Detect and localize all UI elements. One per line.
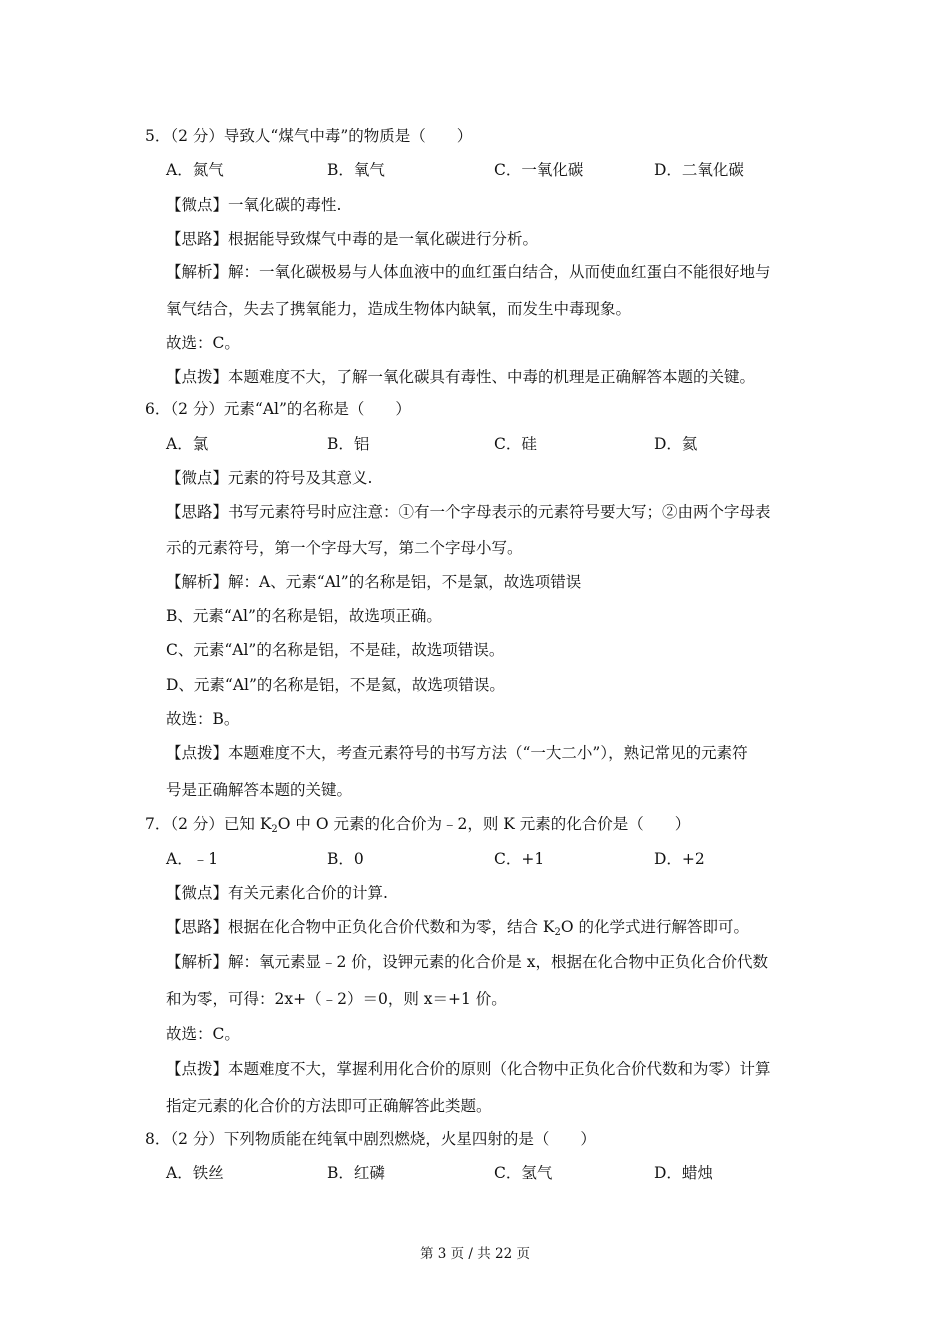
question-6-option-b: B．铝	[327, 435, 370, 453]
question-8-option-d: D．蜡烛	[654, 1164, 713, 1182]
question-7-option-c: C．+1	[494, 850, 545, 868]
question-6-silu-line: 示的元素符号，第一个字母大写，第二个字母小写。	[166, 539, 523, 557]
question-6-jiexi-line: C、元素“Al”的名称是铝，不是硅，故选项错误。	[166, 641, 505, 659]
question-7-stem: 7．（2 分）已知 $K_2O$ 中 O 元素的化合价为﹣2，则 K 元素的化合价是（ ）	[145, 815, 691, 835]
question-5-weidian: 【微点】一氧化碳的毒性.	[166, 196, 342, 214]
question-5-dianbo: 【点拨】本题难度不大，了解一氧化碳具有毒性、中毒的机理是正确解答本题的关键。	[166, 368, 756, 386]
question-7-option-b: B．0	[327, 850, 364, 868]
question-7-weidian: 【微点】有关元素化合价的计算.	[166, 884, 388, 902]
question-7-answer: 故选：C。	[166, 1025, 240, 1043]
question-6-option-d: D．氦	[654, 435, 698, 453]
question-8-option-a: A．铁丝	[166, 1164, 224, 1182]
question-6-jiexi-line: D、元素“Al”的名称是铝，不是氦，故选项错误。	[166, 676, 505, 694]
question-6-answer: 故选：B。	[166, 710, 240, 728]
question-5-jiexi-line: 【解析】解：一氧化碳极易与人体血液中的血红蛋白结合，从而使血红蛋白不能很好地与	[166, 263, 771, 281]
question-7-jiexi-line: 【解析】解：氧元素显﹣2 价，设钾元素的化合价是 x，根据在化合物中正负化合价代数	[166, 953, 768, 971]
question-5-option-c: C．一氧化碳	[494, 161, 584, 179]
question-6-weidian: 【微点】元素的符号及其意义.	[166, 469, 373, 487]
question-5-jiexi-line: 氧气结合，失去了携氧能力，造成生物体内缺氧，而发生中毒现象。	[166, 300, 632, 318]
question-5-option-b: B．氧气	[327, 161, 385, 179]
question-7-silu: 【思路】根据在化合物中正负化合价代数和为零，结合 $K_2O$ 的化学式进行解答即可。	[166, 918, 750, 938]
question-6-option-c: C．硅	[494, 435, 537, 453]
question-6-silu-line: 【思路】书写元素符号时应注意：①有一个字母表示的元素符号要大写；②由两个字母表	[166, 503, 771, 521]
question-7-jiexi-line: 和为零，可得：2x+（﹣2）＝0，则 x＝+1 价。	[166, 990, 507, 1008]
question-5-answer: 故选：C。	[166, 334, 240, 352]
question-7-option-d: D．+2	[654, 850, 705, 868]
question-8-option-c: C．氢气	[494, 1164, 553, 1182]
question-7-dianbo-line: 【点拨】本题难度不大，掌握利用化合价的原则（化合物中正负化合价代数和为零）计算	[166, 1060, 771, 1078]
question-6-option-a: A．氯	[166, 435, 209, 453]
question-6-jiexi-line: B、元素“Al”的名称是铝，故选项正确。	[166, 607, 442, 625]
question-6-jiexi-line: 【解析】解：A、元素“Al”的名称是铝，不是氯，故选项错误	[166, 573, 582, 591]
question-8-stem: 8．（2 分）下列物质能在纯氧中剧烈燃烧，火星四射的是（ ）	[145, 1130, 596, 1148]
question-6-dianbo-line: 【点拨】本题难度不大，考查元素符号的书写方法（“一大二小”），熟记常见的元素符	[166, 744, 748, 762]
question-6-stem: 6．（2 分）元素“Al”的名称是（ ）	[145, 400, 411, 418]
page-footer: 第 3 页 / 共 22 页	[419, 1246, 531, 1262]
question-7-dianbo-line: 指定元素的化合价的方法即可正确解答此类题。	[166, 1097, 492, 1115]
question-7-option-a: A．﹣1	[166, 850, 219, 868]
question-6-dianbo-line: 号是正确解答本题的关键。	[166, 781, 353, 799]
question-5-option-d: D．二氧化碳	[654, 161, 744, 179]
question-5-silu: 【思路】根据能导致煤气中毒的是一氧化碳进行分析。	[166, 230, 539, 248]
question-5-stem: 5．（2 分）导致人“煤气中毒”的物质是（ ）	[145, 127, 473, 145]
question-8-option-b: B．红磷	[327, 1164, 385, 1182]
question-5-option-a: A．氮气	[166, 161, 224, 179]
